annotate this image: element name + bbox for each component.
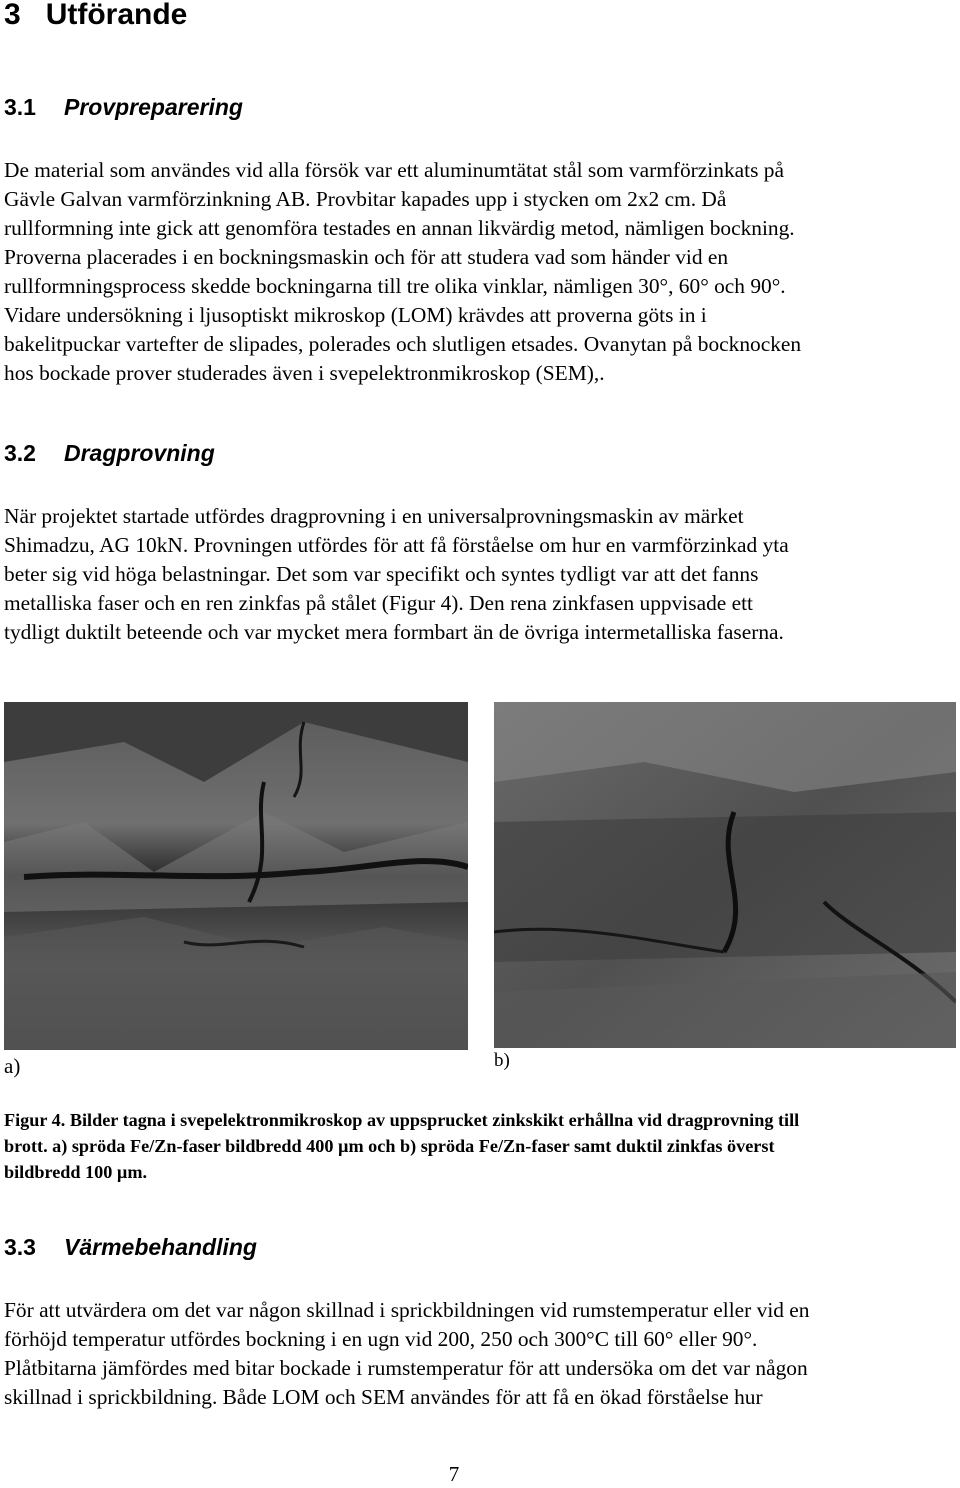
section-number: 3.2 — [4, 440, 36, 466]
text-line: metalliska faser och en ren zinkfas på stålet (Figur 4). Den rena zinkfasen uppvisade ett — [4, 591, 753, 615]
paragraph-provpreparering — [4, 156, 956, 388]
section-heading-3-1 — [4, 94, 243, 121]
section-title: Provpreparering — [64, 94, 243, 120]
text-line: skillnad i sprickbildning. Både LOM och SEM användes för att få en ökad förståelse hur — [4, 1385, 763, 1409]
page-number: 7 — [448, 1462, 460, 1486]
section-heading-3-2 — [4, 440, 215, 467]
text-line: Proverna placerades i en bockningsmaskin och för att studera vad som händer vid en — [4, 245, 729, 269]
sem-image-a — [4, 702, 468, 1050]
text-line: När projektet startade utfördes dragprovning i en universalprovningsmaskin av märket — [4, 504, 744, 528]
text-line: beter sig vid höga belastningar. Det som var specifikt och syntes tydligt var att det fanns — [4, 562, 759, 586]
figure-label-b: b) — [494, 1050, 510, 1071]
caption-line: bildbredd 100 µm. — [4, 1162, 148, 1182]
text-line: förhöjd temperatur utfördes bockning i en ugn vid 200, 250 och 300°C till 60° eller 90°. — [4, 1327, 758, 1351]
chapter-number: 3 — [4, 0, 21, 31]
caption-line: Figur 4. Bilder tagna i svepelektronmikroskop av uppsprucket zinkskikt erhållna vid dragprovning till — [4, 1110, 800, 1130]
text-line: bakelitpuckar vartefter de slipades, polerades och slutligen etsades. Ovanytan på bocknocken — [4, 332, 802, 356]
chapter-heading — [4, 0, 187, 32]
text-line: Gävle Galvan varmförzinkning AB. Provbitar kapades upp i stycken om 2x2 cm. Då — [4, 187, 727, 211]
text-line: hos bockade prover studerades även i svepelektronmikroskop (SEM),. — [4, 361, 605, 385]
chapter-title: Utförande — [45, 0, 188, 31]
section-number: 3.3 — [4, 1234, 36, 1260]
text-line: Shimadzu, AG 10kN. Provningen utfördes för att få förståelse om hur en varmförzinkad yta — [4, 533, 789, 557]
section-heading-3-3 — [4, 1234, 257, 1261]
text-line: Vidare undersökning i ljusoptiskt mikroskop (LOM) krävdes att proverna göts in i — [4, 303, 707, 327]
figure-caption — [4, 1107, 956, 1185]
text-line: tydligt duktilt beteende och var mycket mera formbart än de övriga intermetalliska faserna. — [4, 620, 784, 644]
text-line: rullformning inte gick att genomföra testades en annan likvärdig metod, nämligen bockning. — [4, 216, 795, 240]
text-line: Plåtbitarna jämfördes med bitar bockade i rumstemperatur för att undersöka om det var någon — [4, 1356, 808, 1380]
text-line: De material som användes vid alla försök var ett aluminumtätat stål som varmförzinkats på — [4, 158, 784, 182]
text-line: rullformningsprocess skedde bockningarna till tre olika vinklar, nämligen 30°, 60° och 90°. — [4, 274, 786, 298]
paragraph-dragprovning — [4, 502, 956, 647]
figure-label-a: a) — [4, 1054, 21, 1078]
caption-line: brott. a) spröda Fe/Zn-faser bildbredd 400 µm och b) spröda Fe/Zn-faser samt duktil zinkfas överst — [4, 1136, 775, 1156]
section-title: Dragprovning — [64, 440, 215, 466]
paragraph-varmebehandling — [4, 1296, 956, 1412]
sem-image-b — [494, 702, 956, 1048]
text-line: För att utvärdera om det var någon skillnad i sprickbildningen vid rumstemperatur eller vid en — [4, 1298, 810, 1322]
section-title: Värmebehandling — [64, 1234, 257, 1260]
section-number: 3.1 — [4, 94, 36, 120]
